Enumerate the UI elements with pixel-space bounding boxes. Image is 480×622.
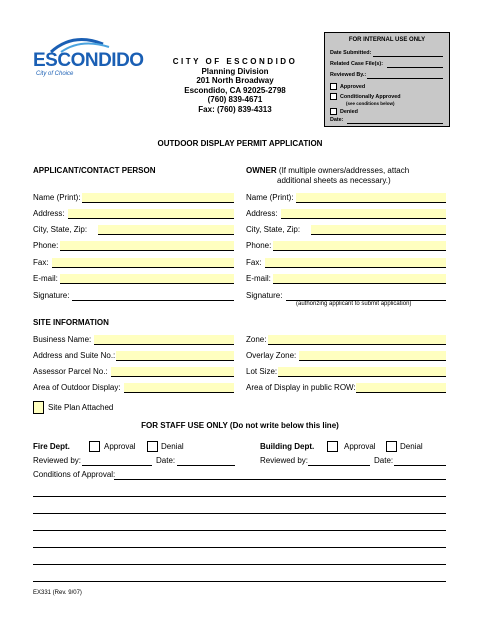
internal-title: FOR INTERNAL USE ONLY [348,37,426,43]
applicant-address-label: Address: [33,209,65,218]
conditions-line-1[interactable] [114,479,446,480]
fire-date-line[interactable] [177,465,235,466]
fire-dept-label: Fire Dept. [33,442,70,451]
approved-label: Approved [340,83,366,90]
owner-heading-note2: additional sheets as necessary.) [277,176,391,185]
owner-phone-label: Phone: [246,241,272,250]
overlay-label: Overlay Zone: [246,351,297,360]
agency-header [170,57,300,114]
address-suite-field[interactable] [116,351,234,361]
conditionally-note: (see conditions below) [346,101,395,106]
business-name-label: Business Name: [33,335,92,344]
building-date-line[interactable] [394,465,446,466]
owner-city-label: City, State, Zip: [246,225,301,234]
fire-denial-label: Denial [161,442,184,451]
lot-size-label: Lot Size: [246,367,278,376]
owner-address-field[interactable] [281,209,446,219]
applicant-name-field[interactable] [82,193,234,203]
applicant-phone-field[interactable] [60,241,234,251]
applicant-city-field[interactable] [98,225,234,235]
building-approval-checkbox[interactable] [327,441,338,452]
building-denial-checkbox[interactable] [386,441,397,452]
applicant-email-label: E-mail: [33,274,58,283]
owner-city-field[interactable] [311,225,446,235]
agency-phone: (760) 839-4671 [207,95,263,104]
agency-division: Planning Division [201,66,269,76]
area-outdoor-field[interactable] [124,383,234,393]
conditions-label: Conditions of Approval: [33,470,116,479]
building-dept-label: Building Dept. [260,442,315,451]
internal-date-line[interactable] [347,123,443,124]
site-plan-label: Site Plan Attached [48,403,114,412]
area-outdoor-label: Area of Outdoor Display: [33,383,121,392]
conditionally-label: Conditionally Approved [340,93,401,100]
conditions-line-7[interactable] [33,581,446,582]
internal-date-label: Date: [330,117,344,123]
applicant-phone-label: Phone: [33,241,59,250]
logo-tagline: City of Choice [36,71,74,77]
building-approval-label: Approval [344,442,376,451]
form-title: OUTDOOR DISPLAY PERMIT APPLICATION [157,139,323,148]
denied-checkbox[interactable] [330,108,337,115]
agency-address2: Escondido, CA 92025-2798 [184,85,286,95]
building-denial-label: Denial [400,442,423,451]
reviewed-by-label: Reviewed By.: [330,72,367,78]
fire-date-label: Date: [156,456,176,465]
applicant-city-label: City, State, Zip: [33,225,88,234]
date-submitted-line[interactable] [373,56,443,57]
owner-signature-note: (authorizing applicant to submit application) [296,301,412,307]
owner-fax-field[interactable] [265,258,446,268]
fire-approval-label: Approval [104,442,136,451]
staff-heading: FOR STAFF USE ONLY (Do not write below this line) [141,421,339,430]
owner-signature-label: Signature: [246,291,283,300]
conditions-line-4[interactable] [33,530,446,531]
applicant-address-field[interactable] [68,209,234,219]
conditions-line-3[interactable] [33,513,446,514]
owner-heading-note1: (If multiple owners/addresses, attach [278,166,410,175]
owner-heading-text: OWNER [246,166,277,175]
site-heading: SITE INFORMATION [33,318,109,327]
address-suite-label: Address and Suite No.: [33,351,116,360]
owner-heading [246,166,409,175]
conditionally-option[interactable] [330,93,401,100]
date-submitted-label: Date Submitted: [330,50,372,56]
fire-reviewed-label: Reviewed by: [33,456,82,465]
form-number: EX331 (Rev. 9/07) [33,590,82,596]
related-case-line[interactable] [387,67,443,68]
conditions-line-2[interactable] [33,496,446,497]
business-name-field[interactable] [94,335,234,345]
building-reviewed-label: Reviewed by: [260,456,309,465]
fire-approval-checkbox[interactable] [89,441,100,452]
lot-size-field[interactable] [278,367,446,377]
owner-email-label: E-mail: [246,274,271,283]
zone-label: Zone: [246,335,267,344]
apn-label: Assessor Parcel No.: [33,367,108,376]
city-logo [33,34,144,82]
area-row-field[interactable] [356,383,446,393]
owner-email-field[interactable] [273,274,446,284]
overlay-field[interactable] [299,351,446,361]
building-date-label: Date: [374,456,394,465]
internal-use-box [324,32,450,127]
approved-checkbox[interactable] [330,83,337,90]
owner-address-label: Address: [246,209,278,218]
applicant-fax-field[interactable] [52,258,234,268]
owner-name-label: Name (Print): [246,193,294,202]
conditions-line-6[interactable] [33,564,446,565]
approved-option[interactable] [330,83,365,90]
owner-phone-field[interactable] [273,241,446,251]
site-plan-checkbox[interactable] [33,401,44,414]
owner-fax-label: Fax: [246,258,262,267]
agency-fax: Fax: (760) 839-4313 [198,104,272,114]
apn-field[interactable] [111,367,234,377]
conditions-line-5[interactable] [33,547,446,548]
related-case-label: Related Case File(s): [330,61,384,67]
fire-reviewed-line[interactable] [82,465,152,466]
logo-name: ESCONDIDO [33,50,144,71]
fire-denial-checkbox[interactable] [147,441,158,452]
applicant-signature-label: Signature: [33,291,70,300]
agency-address1: 201 North Broadway [196,76,274,85]
conditionally-checkbox[interactable] [330,93,337,100]
owner-name-field[interactable] [296,193,446,203]
denied-label: Denied [340,108,358,115]
applicant-fax-label: Fax: [33,258,49,267]
building-reviewed-line[interactable] [308,465,370,466]
agency-city: CITY OF ESCONDIDO [172,57,298,66]
applicant-name-label: Name (Print): [33,193,81,202]
applicant-signature-line[interactable] [72,300,234,301]
reviewed-by-line[interactable] [367,78,443,79]
area-row-label: Area of Display in public ROW: [246,383,356,392]
denied-option[interactable] [330,108,358,115]
applicant-heading: APPLICANT/CONTACT PERSON [33,166,156,175]
zone-field[interactable] [268,335,446,345]
applicant-email-field[interactable] [60,274,234,284]
